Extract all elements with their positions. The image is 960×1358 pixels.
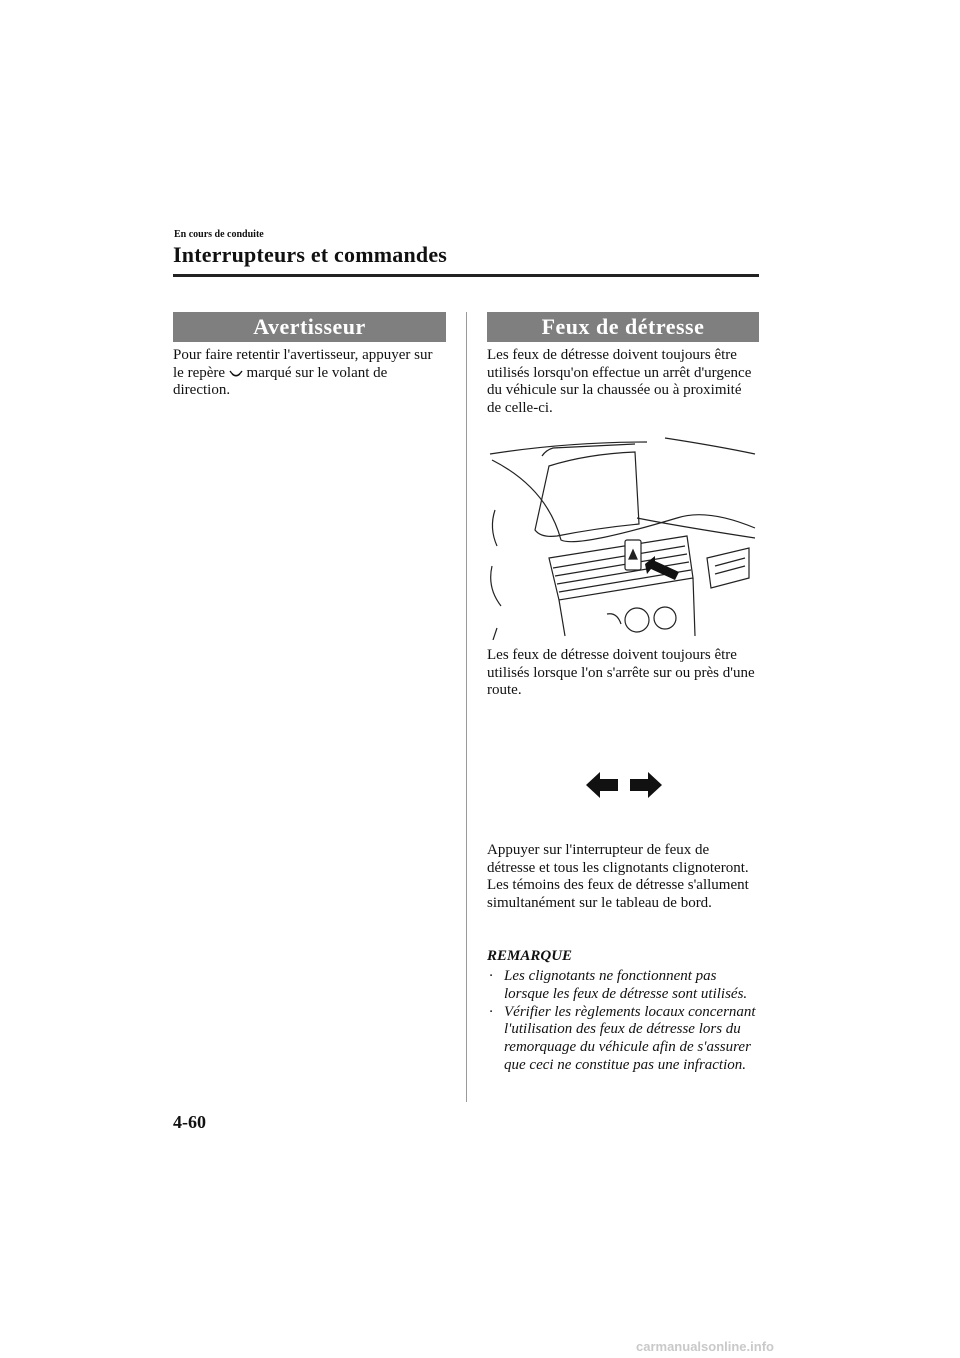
page-title: Interrupteurs et commandes [173,242,448,267]
column-divider [466,312,467,1102]
bullet: · [489,1003,493,1020]
note-item [487,968,762,1004]
watermark: carmanualsonline.info [636,1339,774,1354]
bullet: · [489,968,493,984]
horn-text-start: Pour faire retentir l'avertisseur, appuyer sur le repère [173,347,433,381]
note-text: Vérifier les règlements locaux concernant l'utilisation des feux de détresse lors du remorquage du véhicule afin de s'assurer que ceci ne constitue pas une infraction. [504,1003,756,1073]
horn-paragraph [173,347,446,400]
title-rule [173,274,759,277]
horn-text-end: marqué sur le volant de direction. [173,364,388,398]
heading-feux-de-detresse: Feux de détresse [487,312,759,342]
hazard-paragraph-3: Appuyer sur l'interrupteur de feux de détresse et tous les clignotants clignoteront. Les témoins des feux de détresse s'allument simultanément sur le tableau de bord. [487,842,749,911]
section-label: En cours de conduite [174,229,264,240]
horn-icon [229,368,243,378]
page-number: 4-60 [173,1112,206,1132]
note-list [487,968,762,1075]
note-text: Les clignotants ne fonctionnent pas lorsque les feux de détresse sont utilisés. [504,968,748,1002]
hazard-switch-illustration [487,428,759,640]
hazard-paragraph-2: Les feux de détresse doivent toujours être utilisés lorsque l'on s'arrête sur ou près d'une route. [487,647,755,698]
note-item [487,1004,762,1075]
hazard-paragraph-1: Les feux de détresse doivent toujours être utilisés lorsqu'on effectue un arrêt d'urgence du véhicule sur la chaussée ou à proximité de celle-ci. [487,347,752,416]
turn-signal-arrows-icon [584,770,664,800]
note-title: REMARQUE [487,948,573,964]
heading-avertisseur: Avertisseur [173,312,446,342]
